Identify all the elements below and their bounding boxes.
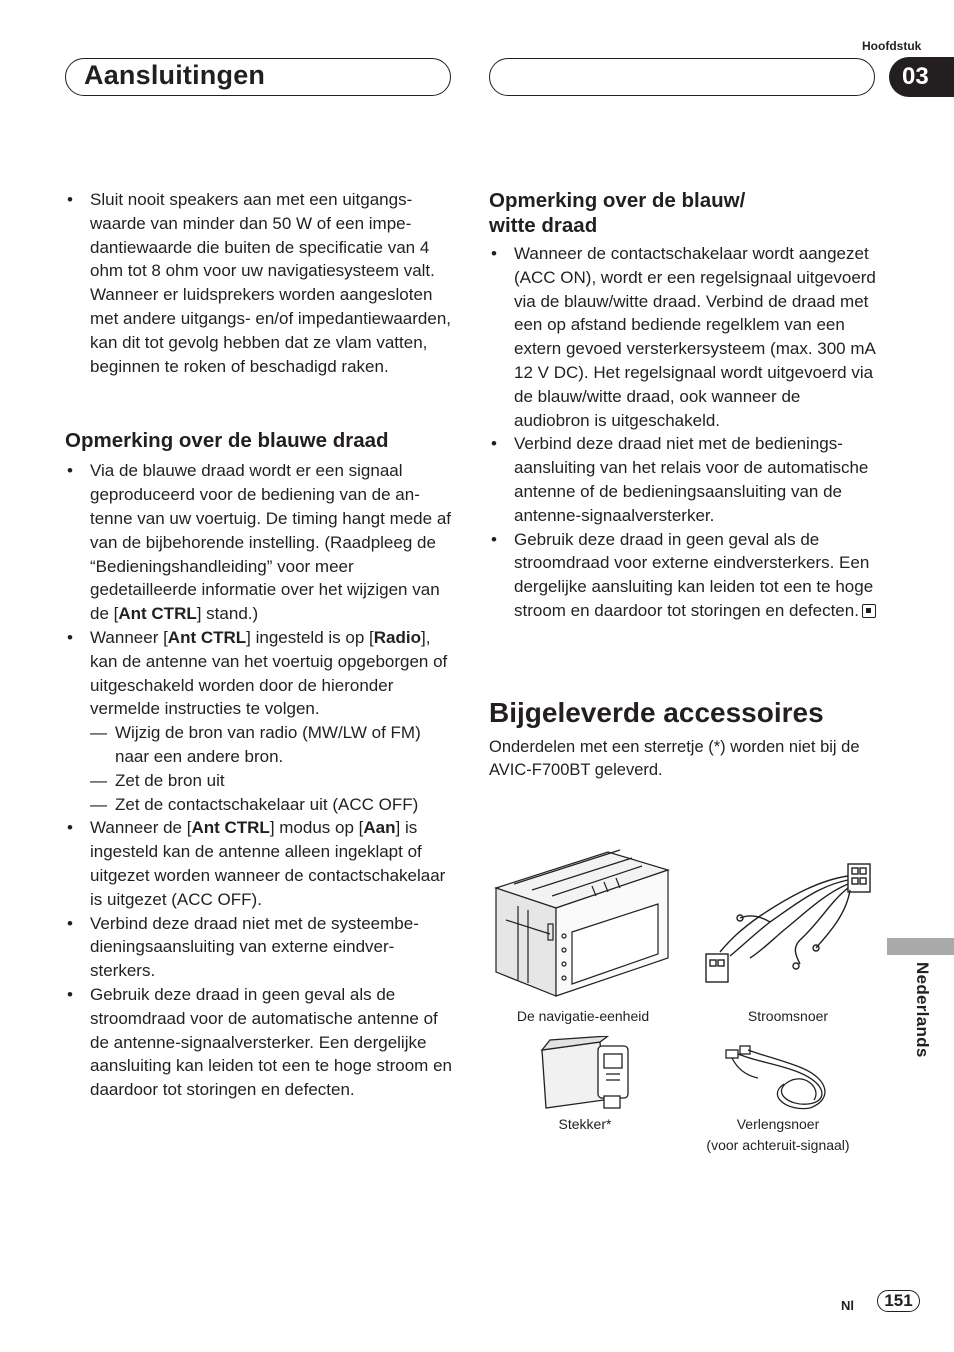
text-run: ] ingesteld is op [ (246, 627, 374, 647)
list-item: • Verbind deze draad niet met de bedieningsaansluiting van het relais voor de automatische antenne of de bedieningsaansluiting van de antenne-signaalversterker. (489, 432, 879, 527)
accessories-heading: Bijgeleverde accessoires (489, 696, 824, 728)
intro-bullet-list (65, 188, 453, 378)
page-number: 151 (877, 1290, 920, 1312)
language-tab-marker (887, 938, 954, 955)
text-run: ] is ingesteld kan de antenne alleen ingeklapt of uitgezet worden wanneer de contactschakelaar is uitgezet (ACC OFF). (90, 818, 446, 909)
dash-item (90, 721, 453, 769)
list-item (65, 459, 453, 626)
dash-item (90, 793, 453, 817)
blue-white-bullet-list (489, 242, 879, 623)
bold-term: Radio (373, 627, 421, 647)
text-run: ], kan de antenne van het voertuig opgeborgen of uitgeschakeld worden door de hieronder vermelde instructies te volgen. (90, 627, 448, 719)
dash-text: Zet de bron uit (115, 770, 225, 790)
dash-item (90, 769, 453, 793)
blue-wire-heading: Opmerking over de blauwe draad (65, 429, 389, 453)
language-tab-label: Nederlands (913, 962, 932, 1058)
accessory-caption: Stroomsnoer (747, 1008, 829, 1024)
blue-white-wire-heading (489, 188, 879, 238)
bold-term: Ant CTRL (167, 627, 247, 647)
text-run: ] modus op [ (269, 818, 364, 838)
caption-line: Verlengsnoer (736, 1116, 820, 1132)
text-run: Via de blauwe draad wordt er een signaal geproduceerd voor de bediening van de antenne van uw voertuig. De timing hangt mede af van de bijbehorende instelling. (Raadpleeg de “Bedieningshandleiding” voor meer gedetailleerde informatie over het wijzigen van de [ (90, 461, 451, 624)
text-run: Gebruik deze draad in geen geval als de stroomdraad voor externe eindversterkers. Een dergelijke aansluiting kan leiden tot een te hoge stroom en daardoor tot storingen en defecten. (514, 529, 874, 620)
dash-text: Wijzig de bron van radio (MW/LW of FM) naar een andere bron. (115, 723, 421, 766)
right-column (489, 188, 879, 782)
header-blank-frame (489, 58, 875, 96)
caption-line: (voor achteruit-signaal) (706, 1137, 850, 1153)
text-run: ] stand.) (196, 604, 259, 624)
list-item: • Wanneer de contactschakelaar wordt aangezet (ACC ON), wordt er een regelsignaal uitgevoerd via de blauw/witte draad. Verbind de draad met een op afstand bediende regelklem van een extern gevoed versterkersysteem (max. 300 mA 12 V DC). Het regelsignaal wordt uitgevoerd via de blauw/witte draad, ook wanneer de audiobron is uitgeschakeld. (489, 242, 879, 432)
heading-line: witte draad (489, 214, 598, 237)
end-of-section-icon (862, 604, 876, 618)
navigation-unit-icon (492, 846, 672, 1002)
dash-mark: — (90, 723, 107, 743)
dash-mark: — (90, 770, 107, 790)
bold-term: Ant CTRL (191, 818, 270, 838)
dash-mark: — (90, 794, 107, 814)
bold-term: Aan (363, 818, 396, 838)
dash-text: Zet de contactschakelaar uit (ACC OFF) (115, 794, 419, 814)
list-item (65, 626, 453, 816)
accessory-caption (690, 1114, 866, 1156)
left-column (65, 188, 453, 1102)
accessory-caption: De navigatie-eenheid (516, 1008, 650, 1024)
list-item: • Gebruik deze draad in geen geval als de stroomdraad voor de automatische antenne of de antenne-signaalversterker. Een dergelijke aansluiting kan leiden tot een te hoge stroom en daardoor tot storingen en defecten. (65, 983, 453, 1102)
footer-language: Nl (841, 1298, 854, 1313)
text-run: Wanneer de [ (90, 818, 192, 838)
chapter-label: Hoofdstuk (862, 39, 922, 53)
power-cord-icon (700, 856, 876, 996)
plug-icon (538, 1036, 634, 1112)
list-item: • Verbind deze draad niet met de systeembedieningsaansluiting van externe eindversterkers. (65, 912, 453, 983)
list-item: • Sluit nooit speakers aan met een uitgangswaarde van minder dan 50 W of een impedantiewaarde die buiten de specificatie van 4 ohm tot 8 ohm voor uw navigatiesysteem valt. Wanneer er luidsprekers worden aangesloten met andere uitgangs- en/of impedantiewaarden, kan dit tot gevolg hebben dat ze vlam vatten, beginnen te roken of beschadigd raken. (65, 188, 453, 378)
heading-line: Opmerking over de blauw/ (489, 189, 746, 212)
extension-cord-icon (718, 1042, 838, 1112)
accessory-caption: Stekker* (558, 1116, 612, 1132)
bold-term: Ant CTRL (118, 604, 197, 624)
accessories-intro: Onderdelen met een sterretje (*) worden niet bij de AVIC-F700BT geleverd. (489, 737, 860, 779)
text-run: Wanneer [ (90, 627, 168, 647)
blue-wire-bullet-list (65, 459, 453, 1102)
section-title: Aansluitingen (84, 60, 266, 90)
list-item (65, 816, 453, 911)
chapter-number-badge: 03 (889, 57, 954, 97)
list-item (489, 528, 879, 623)
